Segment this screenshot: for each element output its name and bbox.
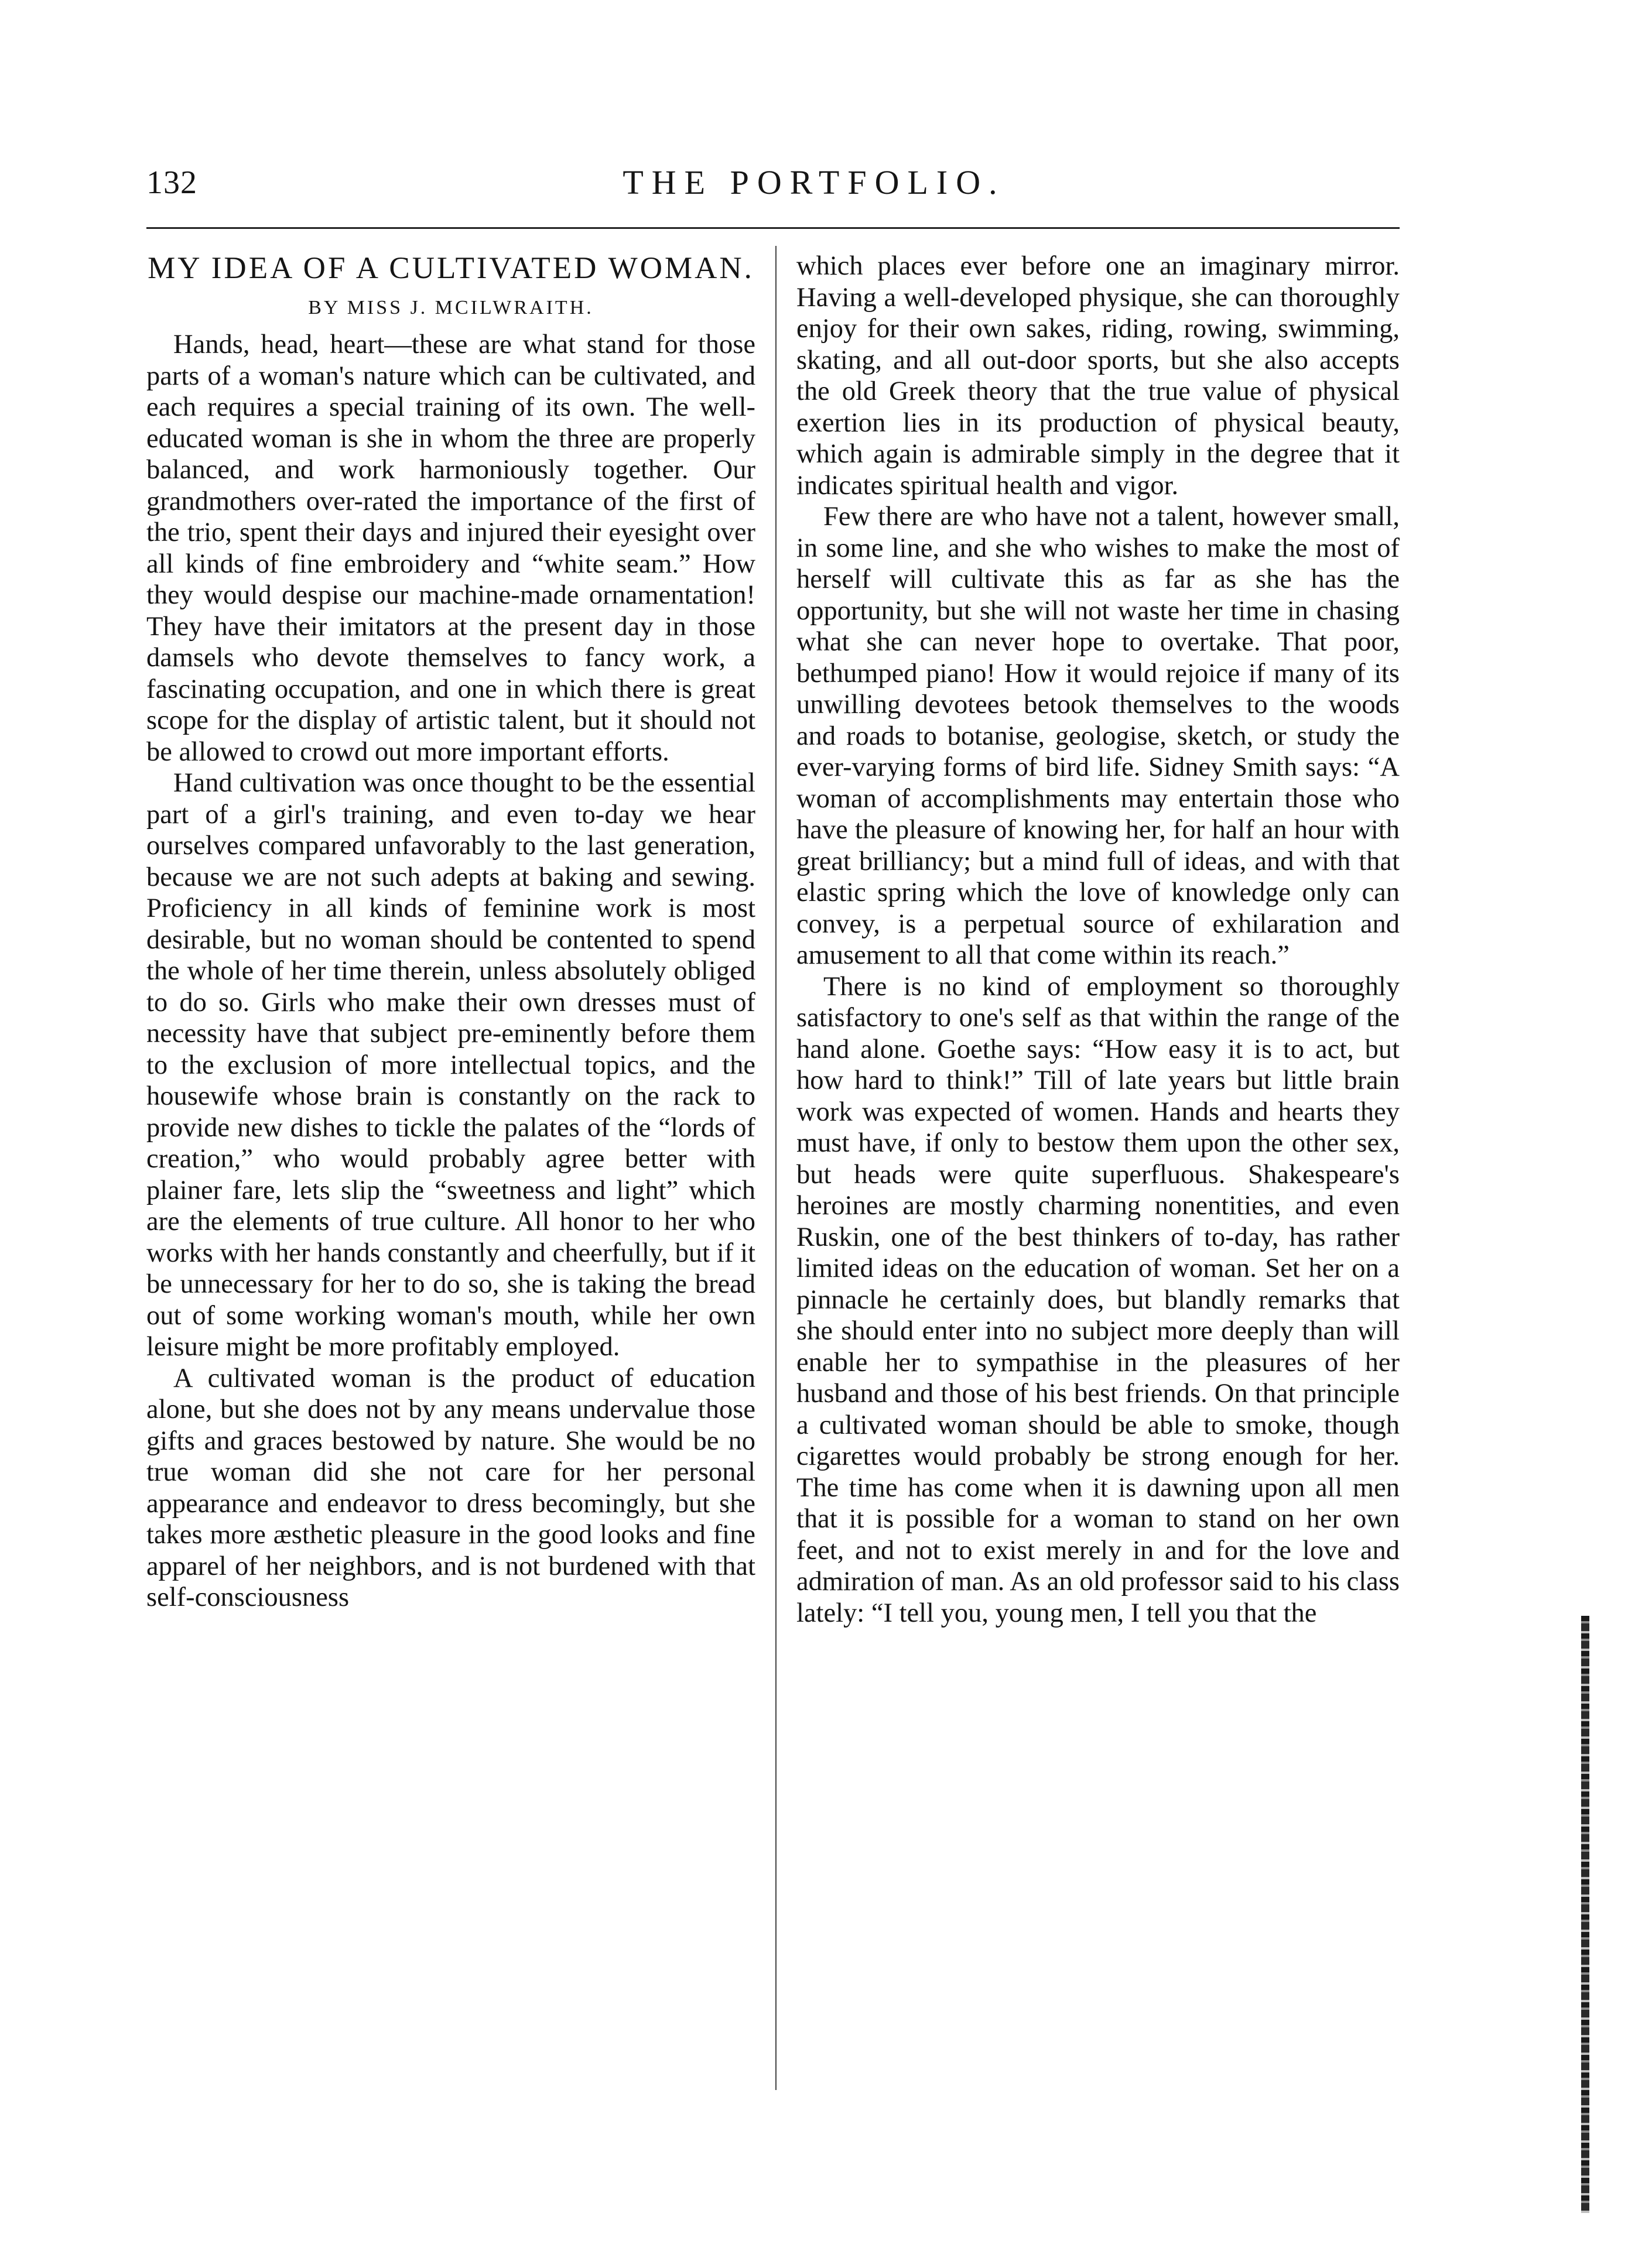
left-column	[146, 251, 755, 1613]
paragraph-1: Hands, head, heart—these are what stand for those parts of a woman's nature which can be cultivated, and each requires a special training of its own. The well-educated woman is she in whom the three are properly balanced, and work harmoniously together. Our grandmothers over-rated the importance of the first of the trio, spent their days and injured their eyesight over all kinds of fine embroidery and “white seam.” How they would despise our machine-made ornamentation! They have their imitators at the present day in those damsels who devote themselves to fancy work, a fascinating occupation, and one in which there is great scope for the display of artistic talent, but it should not be allowed to crowd out more important efforts.	[146, 330, 755, 767]
binding-edge	[1581, 1616, 1589, 2213]
column-divider	[775, 246, 777, 2090]
paragraph-3-continued: which places ever before one an imaginary mirror. Having a well-developed physique, she can thoroughly enjoy for their own sakes, riding, rowing, swimming, skating, and all out-door sports, but she also accepts the old Greek theory that the true value of physical exertion lies in its production of physical beauty, which again is admirable simply in the degree that it indicates spiritual health and vigor.	[796, 251, 1400, 501]
running-title: THE PORTFOLIO.	[623, 163, 1005, 201]
article-title: MY IDEA OF A CULTIVATED WOMAN.	[148, 251, 754, 285]
paragraph-5: There is no kind of employment so thoroughly satisfactory to one's self as that within the range of the hand alone. Goethe says: “How easy it is to act, but how hard to think!” Till of late years but little brain work was expected of women. Hands and hearts they must have, if only to bestow them upon the other sex, but heads were quite superfluous. Shakespeare's heroines are mostly charming nonentities, and even Ruskin, one of the best thinkers of to-day, has rather limited ideas on the education of woman. Set her on a pinnacle he certainly does, but blandly remarks that she should enter into no subject more deeply than will enable her to sympathise in the pleasures of her husband and those of his best friends. On that principle a cultivated woman should be able to smoke, though cigarettes would probably be strong enough for her. The time has come when it is dawning upon all men that it is possible for a woman to stand on her own feet, and not to exist merely in and for the love and admiration of man. As an old professor said to his class lately: “I tell you, young men, I tell you that the	[796, 971, 1400, 1628]
page-number: 132	[146, 165, 197, 201]
right-column	[796, 251, 1400, 1629]
paragraph-2: Hand cultivation was once thought to be the essential part of a girl's training, and even to-day we hear ourselves compared unfavorably to the last generation, because we are not such adepts at baking and sewing. Proficiency in all kinds of feminine work is most desirable, but no woman should be contented to spend the whole of her time therein, unless absolutely obliged to do so. Girls who make their own dresses must of necessity have that subject pre-eminently before them to the exclusion of more intellectual topics, and the housewife whose brain is constantly on the rack to provide new dishes to tickle the palates of the “lords of creation,” who would probably agree better with plainer fare, lets slip the “sweetness and light” which are the elements of true culture. All honor to her who works with her hands constantly and cheerfully, but if it be unnecessary for her to do so, she is taking the bread out of some working woman's mouth, while her own leisure might be more profitably employed.	[146, 768, 755, 1362]
paragraph-4: Few there are who have not a talent, however small, in some line, and she who wishes to make the most of herself will cultivate this as far as she has the opportunity, but she will not waste her time in chasing what she can never hope to overtake. That poor, bethumped piano! How it would rejoice if many of its unwilling devotees betook themselves to the woods and roads to botanise, geologise, sketch, or study the ever-varying forms of bird life. Sidney Smith says: “A woman of accomplishments may entertain those who have the pleasure of knowing her, for half an hour with great brilliancy; but a mind full of ideas, and with that elastic spring which the love of knowledge only can convey, is a perpetual source of exhilaration and amusement to all that come within its reach.”	[796, 502, 1400, 970]
header-rule	[146, 227, 1400, 229]
paragraph-3: A cultivated woman is the product of education alone, but she does not by any means undervalue those gifts and graces bestowed by nature. She would be no true woman did she not care for her personal appearance and endeavor to dress becomingly, but she takes more æsthetic pleasure in the good looks and fine apparel of her neighbors, and is not burdened with that self-consciousness	[146, 1363, 755, 1612]
byline: BY MISS J. MCILWRAITH.	[308, 297, 594, 318]
